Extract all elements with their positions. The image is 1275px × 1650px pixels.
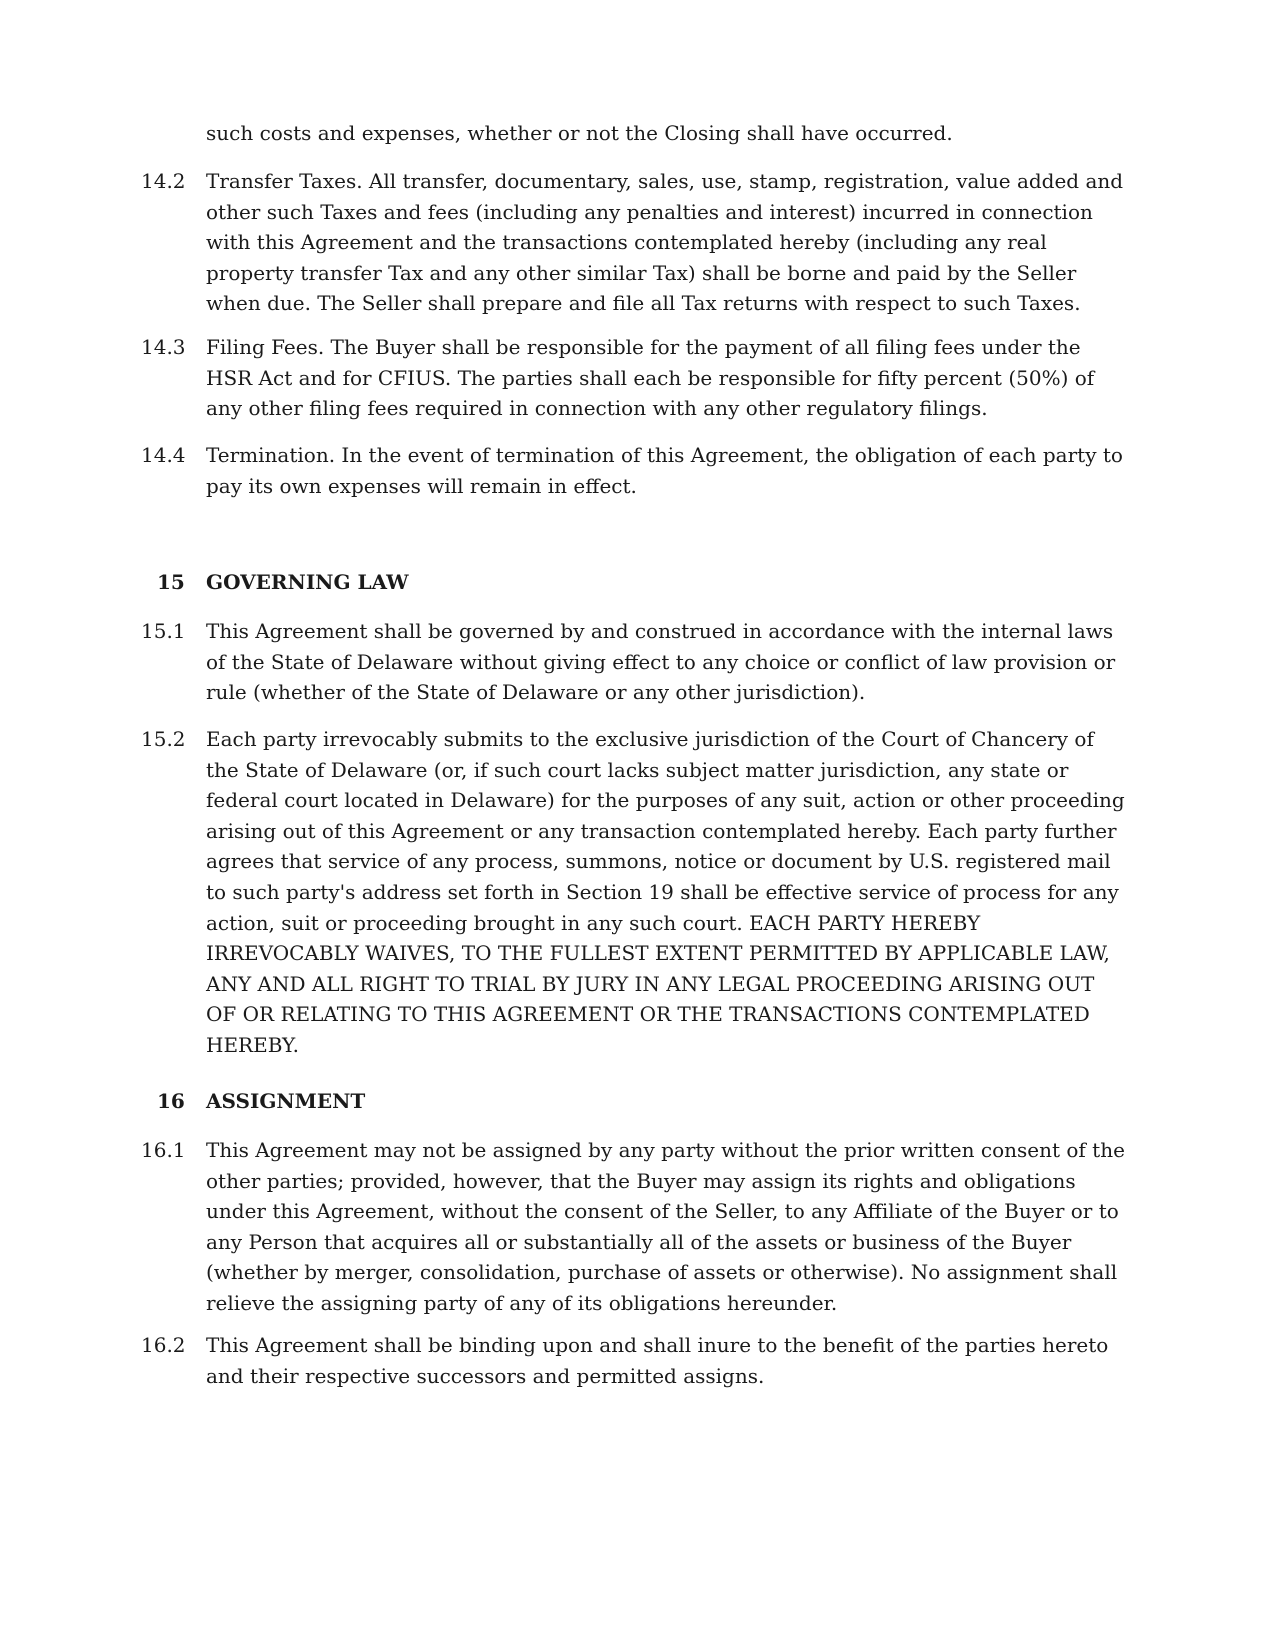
continuation-paragraph: such costs and expenses, whether or not the Closing shall have occurred. [206, 121, 953, 145]
clause-number: 15.2 [141, 727, 186, 751]
clause-text: Termination. In the event of termination of this Agreement, the obligation of each party to pay its own expenses will remain in effect. [206, 443, 1123, 498]
clause-text: This Agreement shall be binding upon and shall inure to the benefit of the parties hereto and their respective successors and permitted assigns. [206, 1333, 1109, 1388]
clause-text: Each party irrevocably submits to the exclusive jurisdiction of the Court of Chancery of the State of Delaware (or, if such court lacks subject matter jurisdiction, any state or federal court located in Delaware) for the purposes of any suit, action or other proceeding arising out of this Agreement or any transaction contemplated hereby. Each party further agrees that service of any process, summons, notice or document by U.S. registered mail to such party's address set forth in Section 19 shall be effective service of process for any action, suit or proceeding brought in any such court. EACH PARTY HEREBY IRREVOCABLY WAIVES, TO THE FULLEST EXTENT PERMITTED BY APPLICABLE LAW, ANY AND ALL RIGHT TO TRIAL BY JURY IN ANY LEGAL PROCEEDING ARISING OUT OF OR RELATING TO THIS AGREEMENT OR THE TRANSACTIONS CONTEMPLATED HEREBY. [206, 727, 1125, 1057]
clause-text: This Agreement may not be assigned by any party without the prior written consent of the other parties; provided, however, that the Buyer may assign its rights and obligations under this Agreement, without the consent of the Seller, to any Affiliate of the Buyer or to any Person that acquires all or substantially all of the assets or business of the Buyer (whether by merger, consolidation, purchase of assets or otherwise). No assignment shall relieve the assigning party of any of its obligations hereunder. [206, 1138, 1125, 1315]
clause-number: 16.1 [141, 1138, 186, 1162]
clause-text: This Agreement shall be governed by and construed in accordance with the internal laws of the State of Delaware without giving effect to any choice or conflict of law provision or rule (whether of the State of Delaware or any other jurisdiction). [206, 619, 1116, 705]
clause-number: 14.4 [141, 443, 186, 467]
section-number: 16 [157, 1089, 185, 1113]
section-number: 15 [157, 570, 185, 594]
section-title: ASSIGNMENT [206, 1089, 366, 1113]
clause-text: Transfer Taxes. All transfer, documentary, sales, use, stamp, registration, value added and other such Taxes and fees (including any penalties and interest) incurred in connection with this Agreement and the transactions contemplated hereby (including any real property transfer Tax and any other similar Tax) shall be borne and paid by the Seller when due. The Seller shall prepare and file all Tax returns with respect to such Taxes. [206, 169, 1124, 316]
clause-number: 15.1 [141, 619, 186, 643]
clause-text: Filing Fees. The Buyer shall be responsible for the payment of all filing fees under the HSR Act and for CFIUS. The parties shall each be responsible for fifty percent (50%) of any other filing fees required in connection with any other regulatory filings. [206, 335, 1095, 421]
clause-number: 14.2 [141, 169, 186, 193]
clause-number: 14.3 [141, 335, 186, 359]
section-title: GOVERNING LAW [206, 570, 409, 594]
clause-number: 16.2 [141, 1333, 186, 1357]
